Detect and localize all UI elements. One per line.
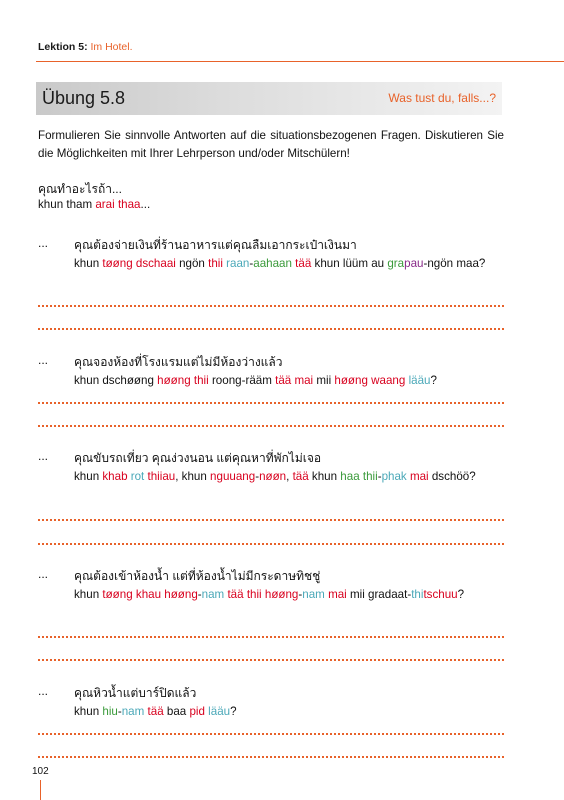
word: høøng [164,588,198,601]
running-header [38,41,133,53]
word: khun [74,705,103,718]
word: thaa [117,198,141,211]
page-number: 102 [32,766,49,777]
word: lääu [408,374,431,387]
question-marker: ... [38,684,49,698]
word: baa [163,705,190,718]
word: rot [130,470,145,483]
word: thiiau [147,470,176,483]
word: tää [295,257,312,270]
answer-line[interactable] [38,328,504,330]
word: - [377,470,382,483]
word: - [249,257,254,270]
word: ? [430,374,437,387]
word: thii [362,470,378,483]
lead-transcription [38,198,150,211]
question-marker: ... [38,567,49,581]
word: pid [189,705,205,718]
word: tøøng [102,257,133,270]
instructions: Formulieren Sie sinnvolle Antworten auf die situationsbezogenen Fragen. Diskutieren Sie die Möglichkeiten mit Ihrer Lehrperson und/oder Mitschülern! [38,129,504,160]
word: tää [292,470,309,483]
answer-line[interactable] [38,305,504,307]
answer-line[interactable] [38,636,504,638]
question-thai: คุณต้องเข้าห้องน้ำ แต่ที่ห้องน้ำไม่มีกระดาษทิชชู่ [74,569,321,583]
word: dschöö? [428,470,476,483]
answer-line[interactable] [38,756,504,758]
word: nguuang [210,470,256,483]
word: - [117,705,122,718]
word: khun [74,470,103,483]
word: nam [201,588,225,601]
answer-line[interactable] [38,659,504,661]
word: khun dschøøng [74,374,158,387]
answer-line[interactable] [38,519,504,521]
word: tschuu [423,588,458,601]
page-margin-rule [40,780,41,800]
word: mai [294,374,314,387]
question-transcription [74,702,506,721]
question-transcription [74,254,506,273]
word: lääu [208,705,231,718]
word: nam [302,588,325,601]
word: tää [275,374,292,387]
word: khau [135,588,162,601]
word: , khun [175,470,211,483]
word: tää [227,588,244,601]
word: khun lüüm au [311,257,388,270]
word: nam [121,705,145,718]
word: waang [371,374,406,387]
question-transcription [74,467,506,486]
question-marker: ... [38,236,49,250]
word: gra [387,257,405,270]
word: roong-rääm [208,374,276,387]
word: ? [230,705,237,718]
question-marker: ... [38,353,49,367]
question-marker: ... [38,449,49,463]
word: - [298,588,303,601]
exercise-title-bar [36,82,502,115]
word: khun tham [38,198,96,211]
word: khab [102,470,128,483]
answer-line[interactable] [38,425,504,427]
word: mii [313,374,335,387]
word: høøng [264,588,299,601]
word: tää [147,705,164,718]
question-thai: คุณต้องจ่ายเงินที่ร้านอาหารแต่คุณลืมเอากระเป๋าเงินมา [74,238,357,252]
word: phak [381,470,407,483]
exercise-title: Übung 5.8 [42,88,126,108]
word: pau [404,257,424,270]
word: haa [340,470,360,483]
word: mai [328,588,347,601]
question-transcription [74,585,506,604]
answer-line[interactable] [38,402,504,404]
word: hiu [102,705,118,718]
word: thii [208,257,223,270]
word: thii [246,588,262,601]
word: mai [409,470,429,483]
word: khun [308,470,341,483]
question-thai: คุณหิวน้ำแต่บาร์ปิดแล้ว [74,686,197,700]
question-transcription [74,371,506,390]
question-thai: คุณขับรถเที่ยว คุณง่วงนอน แต่คุณหาที่พักไม่เจอ [74,451,322,465]
word: -ngön maa? [423,257,486,270]
word: khun [74,257,103,270]
word: - [255,470,260,483]
word: ngön [175,257,209,270]
word: khun [74,588,103,601]
word: aahaan [253,257,292,270]
lesson-topic: Im Hotel. [90,41,133,53]
word: - [197,588,202,601]
exercise-subtitle: Was tust du, falls...? [388,91,496,105]
answer-line[interactable] [38,733,504,735]
word: nøøn [259,470,287,483]
lead-thai: คุณทำอะไรถ้า... [38,182,122,196]
answer-line[interactable] [38,543,504,545]
lesson-label: Lektion 5: [38,41,88,53]
word: ? [457,588,465,601]
word: arai [95,198,115,211]
word: thii [193,374,209,387]
word: høøng [334,374,368,387]
word: mii gradaat- [346,588,412,601]
question-thai: คุณจองห้องที่โรงแรมแต่ไม่มีห้องว่างแล้ว [74,355,283,369]
header-rule [36,61,564,62]
word: ... [140,198,151,211]
word: dschaai [135,257,176,270]
word: raan [226,257,250,270]
word: thi [411,588,424,601]
word: , [286,470,293,483]
word: tøøng [102,588,133,601]
word: høøng [157,374,191,387]
